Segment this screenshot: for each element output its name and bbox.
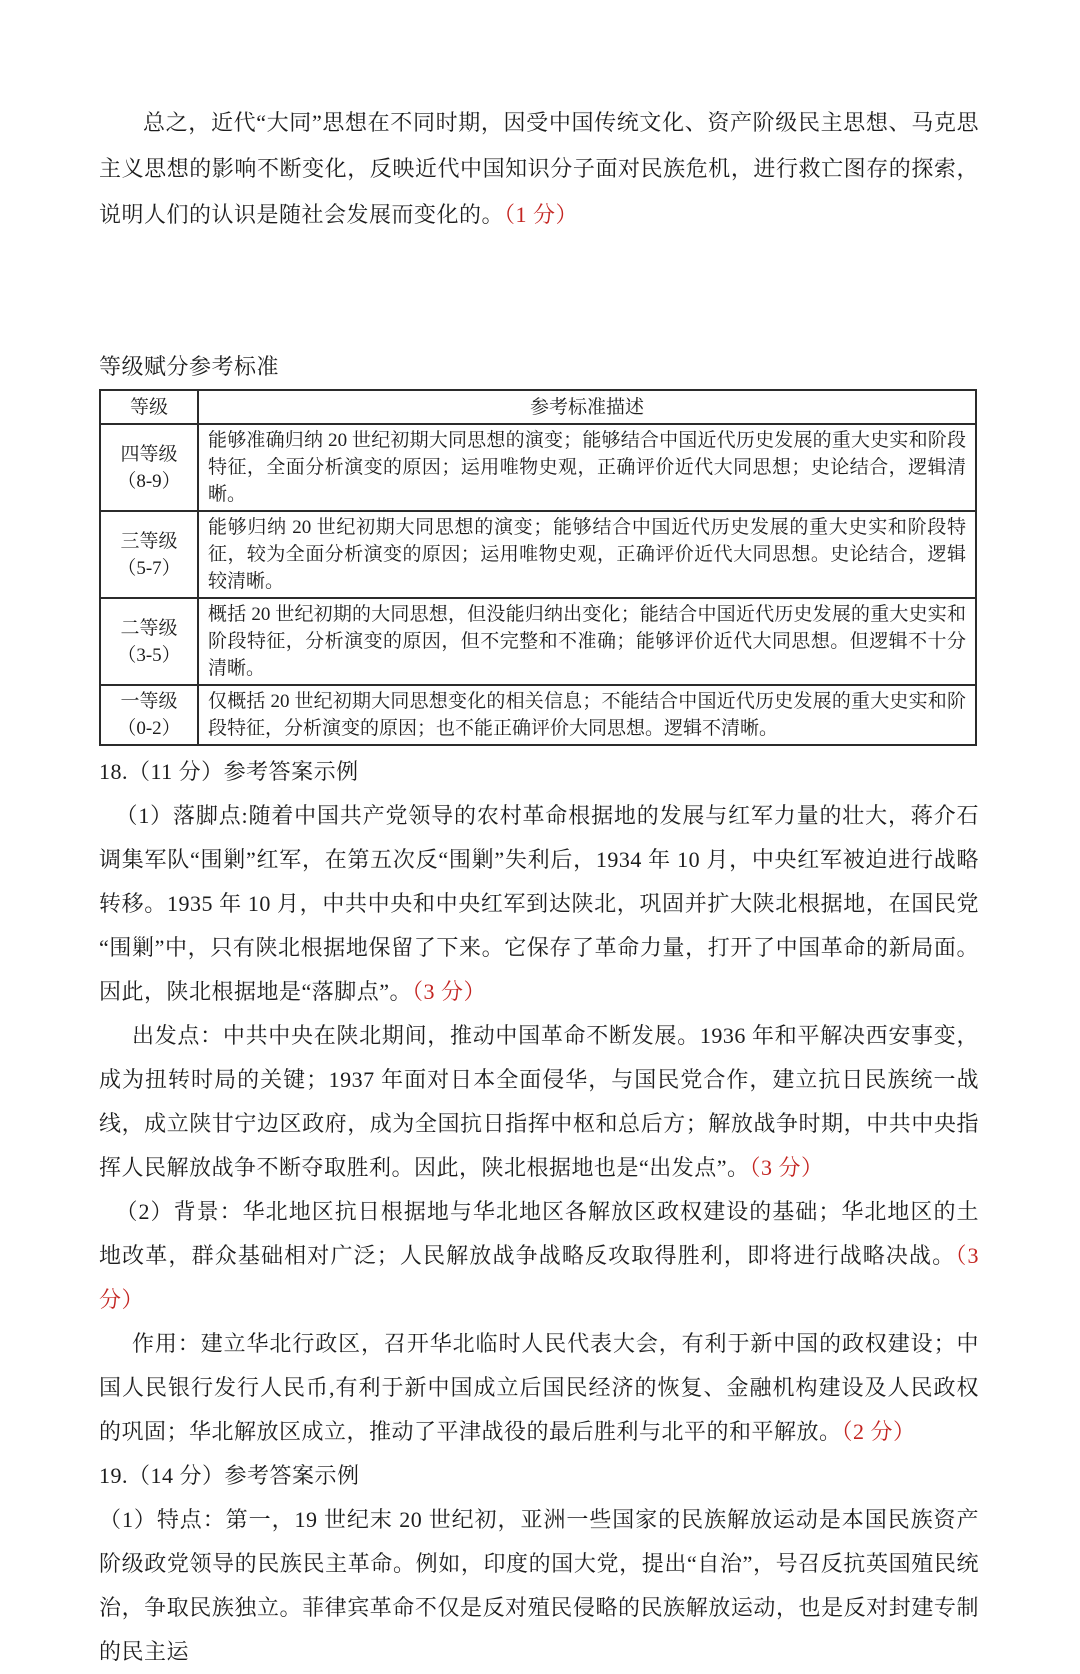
criteria-text: 概括 20 世纪初期的大同思想，但没能归纳出变化；能结合中国近代历史发展的重大史实和阶段特征，分析演变的原因，但不完整和不准确；能够评价近代大同思想。但逻辑不十分清晰。: [198, 598, 976, 685]
answer-text: （1）特点：第一，19 世纪末 20 世纪初，亚洲一些国家的民族解放运动是本国民族资产阶级政党领导的民族民主革命。例如，印度的国大党，提出“自治”，号召反抗英国殖民统治，争取民族独立。菲律宾革命不仅是反对殖民侵略的民族解放运动，也是反对封建专制的民主运: [99, 1507, 979, 1664]
q18-answer-paragraph-1: [99, 794, 979, 1014]
grade-label: 三等级: [120, 530, 178, 552]
answer-text: 出发点：中共中央在陕北期间，推动中国革命不断发展。1936 年和平解决西安事变，成为扭转时局的关键；1937 年面对日本全面侵华，与国民党合作，建立抗日民族统一战线，成立陕甘宁边区政府，成为全国抗日指挥中枢和总后方；解放战争时期，中共中央指挥人民解放战争不断夺取胜利。因此，陕北根据地也是“出发点”。: [99, 1023, 979, 1180]
grade-range: （0-2）: [117, 718, 181, 739]
rubric-title: 等级赋分参考标准: [99, 354, 280, 379]
grade-cell: [100, 511, 198, 598]
table-row: [100, 511, 976, 598]
grade-range: （5-7）: [117, 557, 181, 579]
grade-cell: [100, 424, 198, 511]
grade-label: 二等级: [120, 617, 178, 639]
answer-text: （1）落脚点:随着中国共产党领导的农村革命根据地的发展与红军力量的壮大，蒋介石调集军队“围剿”红军，在第五次反“围剿”失利后，1934 年 10 月，中央红军被迫进行战略转移。1935 年 10 月，中共中央和中央红军到达陕北，巩固并扩大陕北根据地，在国民党“围剿”中，只有陕北根据地保留了下来。它保存了革命力量，打开了中国革命的新局面。因此，陕北根据地是“落脚点”。: [99, 803, 979, 1004]
rubric-header-grade: 等级: [100, 390, 198, 424]
table-row: [100, 424, 976, 511]
rubric-header-desc: 参考标准描述: [198, 390, 976, 424]
rubric-table: [99, 389, 977, 746]
question-19-heading: 19.（14 分）参考答案示例: [99, 1463, 360, 1488]
criteria-text: 能够准确归纳 20 世纪初期大同思想的演变；能够结合中国近代历史发展的重大史实和阶段特征，全面分析演变的原因；运用唯物史观，正确评价近代大同思想；史论结合，逻辑清晰。: [198, 424, 976, 511]
q18-answer-paragraph-4: [99, 1322, 979, 1454]
grade-cell: [100, 598, 198, 685]
criteria-text: 仅概括 20 世纪初期大同思想变化的相关信息；不能结合中国近代历史发展的重大史实和阶段特征，分析演变的原因；也不能正确评价大同思想。逻辑不清晰。: [198, 685, 976, 745]
intro-score-mark: （1 分）: [504, 202, 579, 227]
table-row: [100, 598, 976, 685]
score-mark: （3 分）: [99, 1243, 979, 1312]
q18-answer-paragraph-3: [99, 1190, 979, 1322]
q19-answer-paragraph-1: [99, 1498, 979, 1674]
intro-paragraph: [99, 100, 979, 238]
q18-answer-paragraph-2: [99, 1014, 979, 1190]
score-mark: （2 分）: [841, 1419, 916, 1444]
score-mark: （3 分）: [412, 979, 487, 1004]
answer-text: （2）背景：华北地区抗日根据地与华北地区各解放区政权建设的基础；华北地区的土地改革，群众基础相对广泛；人民解放战争战略反攻取得胜利，即将进行战略决战。: [99, 1199, 979, 1268]
grade-range: （8-9）: [117, 470, 181, 492]
rubric-header-row: [100, 390, 976, 424]
grade-label: 一等级: [120, 691, 178, 712]
grade-label: 四等级: [120, 443, 178, 465]
intro-text: 总之，近代“大同”思想在不同时期，因受中国传统文化、资产阶级民主思想、马克思主义思想的影响不断变化，反映近代中国知识分子面对民族危机，进行救亡图存的探索，说明人们的认识是随社会发展而变化的。: [99, 110, 979, 227]
question-18-heading: 18.（11 分）参考答案示例: [99, 759, 359, 784]
grade-range: （3-5）: [117, 644, 181, 666]
score-mark: （3 分）: [749, 1155, 824, 1180]
grade-cell: [100, 685, 198, 745]
criteria-text: 能够归纳 20 世纪初期大同思想的演变；能够结合中国近代历史发展的重大史实和阶段特征，较为全面分析演变的原因；运用唯物史观，正确评价近代大同思想。史论结合，逻辑较清晰。: [198, 511, 976, 598]
answer-text: 作用：建立华北行政区，召开华北临时人民代表大会，有利于新中国的政权建设；中国人民银行发行人民币,有利于新中国成立后国民经济的恢复、金融机构建设及人民政权的巩固；华北解放区成立，推动了平津战役的最后胜利与北平的和平解放。: [99, 1331, 979, 1444]
table-row: [100, 685, 976, 745]
